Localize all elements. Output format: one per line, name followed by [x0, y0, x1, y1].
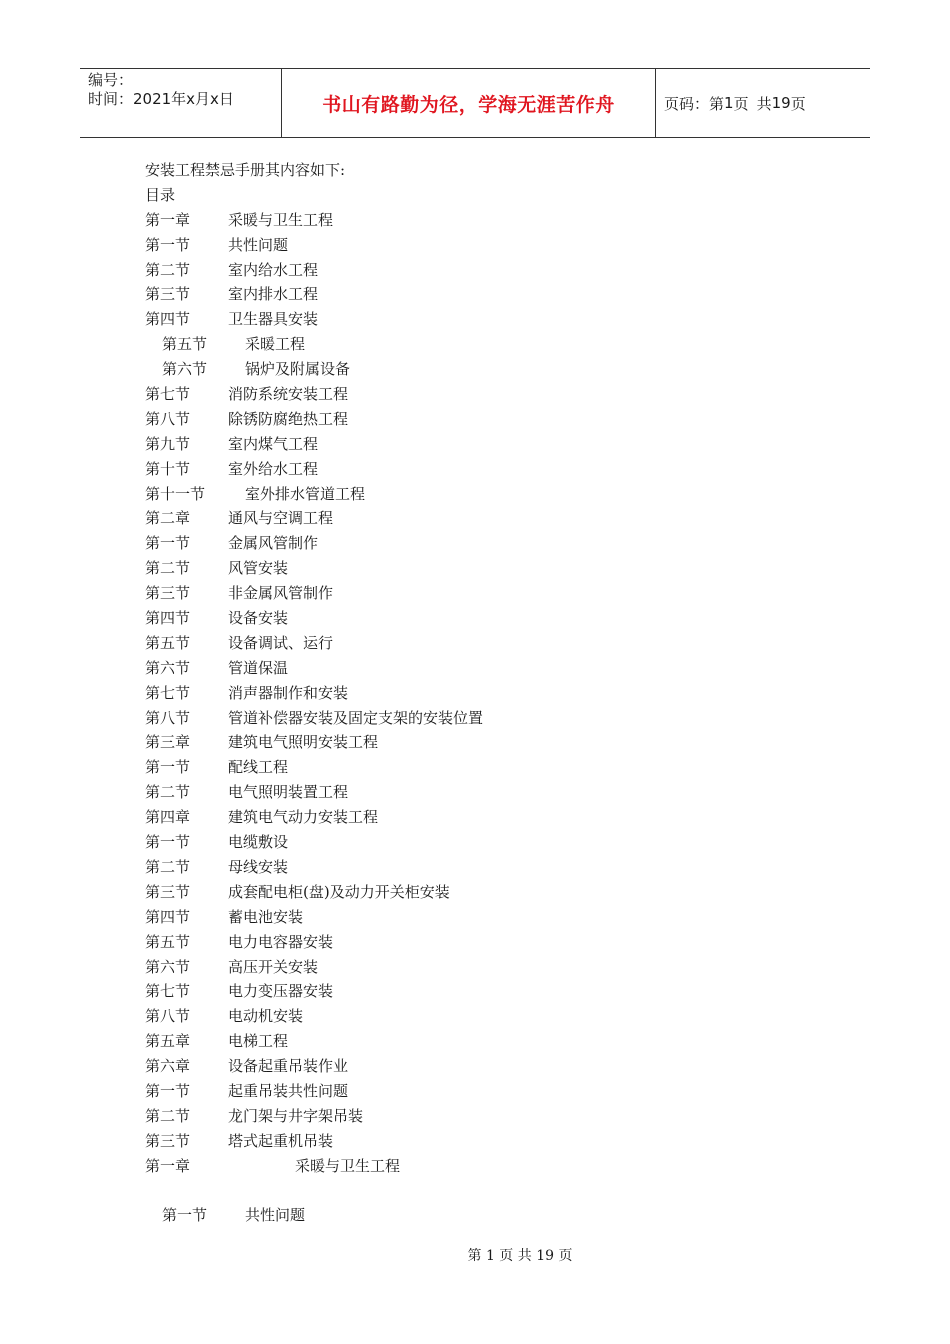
toc-entry-title: 室内排水工程: [228, 285, 319, 304]
toc-entry: [145, 457, 483, 482]
header-motto-cell: [281, 69, 656, 137]
toc-entry-title: 电力变压器安装: [228, 982, 334, 1001]
toc-entry: [145, 1054, 483, 1079]
toc-entry-title: 塔式起重机吊装: [228, 1131, 334, 1150]
toc-entry-label: 第七节: [145, 385, 191, 404]
document-time-label: 时间：2021年x月x日: [88, 90, 234, 108]
toc-entry-title: 卫生器具安装: [228, 310, 319, 329]
toc-entry: [145, 382, 483, 407]
toc-entry-title: 采暖与卫生工程: [295, 1156, 401, 1175]
toc-entry-label: 第一章: [145, 210, 191, 229]
toc-entry: [145, 208, 483, 233]
toc-entry-title: 金属风管制作: [228, 534, 319, 553]
toc-entry-label: 第三节: [145, 882, 191, 901]
toc-entry: [145, 282, 483, 307]
toc-entry: [145, 855, 483, 880]
toc-entry-label: 第三节: [145, 1131, 191, 1150]
toc-entry-label: 第二章: [145, 509, 191, 528]
toc-entry: [145, 955, 483, 980]
toc-entry-title: 室外排水管道工程: [245, 484, 366, 503]
toc-entry-title: 锅炉及附属设备: [245, 360, 351, 379]
toc-entry-title: 建筑电气照明安装工程: [228, 733, 379, 752]
toc-entry-title: 室内给水工程: [228, 260, 319, 279]
toc-entry-label: 第二节: [145, 857, 191, 876]
toc-entry-label: 第四章: [145, 808, 191, 827]
toc-entry-title: 室内煤气工程: [228, 434, 319, 453]
toc-entry-label: 第五节: [145, 932, 191, 951]
toc-entry-label: 第一节: [145, 1081, 191, 1100]
toc-entry-title: 电力电容器安装: [228, 932, 334, 951]
toc-entry-title: 设备调试、运行: [228, 633, 334, 652]
toc-entry-title: 高压开关安装: [228, 957, 319, 976]
toc-entry-label: 第八节: [145, 708, 191, 727]
toc-entry-title: 蓄电池安装: [228, 907, 304, 926]
section-heading: [162, 1204, 305, 1225]
toc-entry-label: 第四节: [145, 609, 191, 628]
section-heading-label: 第一节: [162, 1206, 208, 1224]
toc-entry-label: 第七节: [145, 982, 191, 1001]
table-of-contents: [145, 158, 483, 1179]
page-info-suffix: 页: [790, 94, 806, 113]
toc-entry: [145, 880, 483, 905]
toc-entry-label: 第六节: [162, 360, 208, 379]
toc-entry: [145, 1129, 483, 1154]
toc-entry-title: 配线工程: [228, 758, 289, 777]
toc-entry: [145, 1154, 483, 1179]
toc-title: 目录: [145, 185, 176, 204]
toc-entry-label: 第二节: [145, 559, 191, 578]
toc-entry: [145, 233, 483, 258]
toc-entry: [145, 258, 483, 283]
toc-entry: [145, 357, 483, 382]
toc-entry-label: 第十一节: [145, 484, 206, 503]
toc-entry: [145, 979, 483, 1004]
toc-entry-label: 第一节: [145, 235, 191, 254]
toc-entry-label: 第四节: [145, 907, 191, 926]
toc-entry-label: 第八节: [145, 409, 191, 428]
toc-entry: [145, 805, 483, 830]
toc-entry-label: 第六节: [145, 957, 191, 976]
toc-entry-label: 第二节: [145, 1106, 191, 1125]
toc-entry: [145, 830, 483, 855]
toc-entry-title: 除锈防腐绝热工程: [228, 409, 349, 428]
header-meta: [80, 69, 280, 137]
toc-entry-label: 第三节: [145, 584, 191, 603]
toc-entry-title: 消防系统安装工程: [228, 385, 349, 404]
toc-entry-label: 第一节: [145, 833, 191, 852]
toc-entry-label: 第五节: [162, 335, 208, 354]
page-info-mid: 页: [733, 94, 749, 113]
toc-entry: [145, 307, 483, 332]
toc-entry-title: 风管安装: [228, 559, 289, 578]
toc-entry-label: 第五章: [145, 1032, 191, 1051]
toc-entry-label: 第二节: [145, 260, 191, 279]
toc-entry-title: 管道补偿器安装及固定支架的安装位置: [228, 708, 484, 727]
document-number-label: 编号：: [88, 71, 134, 89]
toc-entry-title: 龙门架与井字架吊装: [228, 1106, 364, 1125]
page-info-total-label: 共: [756, 94, 772, 113]
toc-entry-title: 非金属风管制作: [228, 584, 334, 603]
toc-entry-title: 电梯工程: [228, 1032, 289, 1051]
page-info-total: 19: [771, 94, 791, 112]
toc-entry-label: 第六章: [145, 1057, 191, 1076]
toc-entry-title: 起重吊装共性问题: [228, 1081, 349, 1100]
section-heading-title: 共性问题: [245, 1206, 306, 1224]
page-info-current: 1: [724, 94, 734, 112]
toc-entry-label: 第二节: [145, 783, 191, 802]
toc-entry-label: 第五节: [145, 633, 191, 652]
toc-entry: [145, 332, 483, 357]
toc-entry: [145, 506, 483, 531]
header-motto: 书山有路勤为径，学海无涯苦作舟: [322, 93, 615, 116]
toc-entry-label: 第十节: [145, 459, 191, 478]
toc-entry-label: 第一节: [145, 758, 191, 777]
toc-entry-title: 通风与空调工程: [228, 509, 334, 528]
toc-entry-label: 第九节: [145, 434, 191, 453]
toc-entry-label: 第四节: [145, 310, 191, 329]
toc-entry-title: 母线安装: [228, 857, 289, 876]
toc-entry-title: 电气照明装置工程: [228, 783, 349, 802]
toc-entry: [145, 1104, 483, 1129]
toc-entry: [145, 482, 483, 507]
toc-entry: [145, 905, 483, 930]
toc-entry: [145, 755, 483, 780]
toc-entry-title: 设备安装: [228, 609, 289, 628]
toc-entry-title: 成套配电柜(盘)及动力开关柜安装: [228, 882, 450, 901]
toc-entry: [145, 1079, 483, 1104]
toc-entry: [145, 432, 483, 457]
toc-entry-title: 设备起重吊装作业: [228, 1057, 349, 1076]
toc-entry-title: 室外给水工程: [228, 459, 319, 478]
page-info-prefix: 页码：第: [664, 94, 725, 113]
toc-entry: [145, 606, 483, 631]
toc-entry: [145, 930, 483, 955]
toc-entry-label: 第一章: [145, 1156, 191, 1175]
toc-entry-label: 第一节: [145, 534, 191, 553]
toc-entry: [145, 780, 483, 805]
toc-entry: [145, 706, 483, 731]
header-page-info: [664, 69, 870, 137]
toc-entry: [145, 407, 483, 432]
toc-entry: [145, 1004, 483, 1029]
toc-entry: [145, 656, 483, 681]
toc-entry-title: 电动机安装: [228, 1007, 304, 1026]
toc-entry: [145, 631, 483, 656]
toc-entry-title: 管道保温: [228, 658, 289, 677]
toc-entry-label: 第六节: [145, 658, 191, 677]
toc-entry: [145, 1029, 483, 1054]
toc-entry: [145, 581, 483, 606]
intro-text: 安装工程禁忌手册其内容如下:: [145, 161, 346, 179]
toc-entry-title: 采暖工程: [245, 335, 306, 354]
toc-entry-title: 采暖与卫生工程: [228, 210, 334, 229]
toc-entry-label: 第八节: [145, 1007, 191, 1026]
page-header: [80, 68, 870, 138]
toc-entry: [145, 556, 483, 581]
toc-entry-label: 第七节: [145, 683, 191, 702]
toc-entry-title: 共性问题: [228, 235, 289, 254]
page-footer: 第 1 页 共 19 页: [467, 1248, 573, 1264]
toc-entry-label: 第三节: [145, 285, 191, 304]
toc-entry-title: 电缆敷设: [228, 833, 289, 852]
toc-entry-label: 第三章: [145, 733, 191, 752]
toc-entry-title: 消声器制作和安装: [228, 683, 349, 702]
toc-entry: [145, 730, 483, 755]
toc-entry-title: 建筑电气动力安装工程: [228, 808, 379, 827]
toc-entry: [145, 531, 483, 556]
toc-entry: [145, 681, 483, 706]
